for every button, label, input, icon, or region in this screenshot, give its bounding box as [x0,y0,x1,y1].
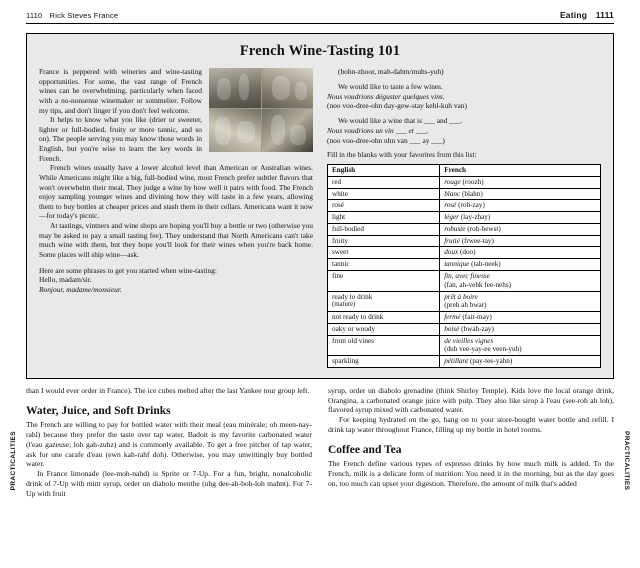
table-body [328,176,601,367]
cell-french [440,235,601,247]
cell-english-text: full-bodied [332,224,364,233]
cell-french [440,312,601,324]
table-row [328,259,601,271]
cell-french-pron: (fair-may) [462,313,492,322]
fill-in-note: Fill in the blanks with your favorites from this list: [327,150,477,160]
cell-french-word: doux [444,248,459,257]
cell-english [328,312,440,324]
cell-french-pron: (roh-zay) [458,201,485,210]
book-title: Rick Steves France [49,11,119,20]
cell-french [440,259,601,271]
cell-french-pron: (blahn) [461,189,483,198]
sidebar-paragraph-2: It helps to know what you like (drier or sweeter, lighter or full-bodied, fruity or more tannic, and so on). The people serving you may know those words in English, but you're wise to learn the key words in French. [39,115,202,163]
cell-french-word: tannique [444,260,470,269]
table-row [328,235,601,247]
cell-french-pron: (preh ah bwar) [444,301,487,310]
cell-english-text: fine [332,272,344,281]
table-row [328,323,601,335]
sidebar-tab-left: PRACTICALITIES [10,430,17,490]
body-paragraph-5: The French define various types of espresso drinks by how much milk is added. To the French, milk is a delicate form of nutrition: You need it in the morning, but as the day goes on, too much can upset your digestion. Therefore, the amount of milk that's added [328,459,614,488]
body-paragraph-2: In France limonade (lee-moh-nahd) is Sprite or 7-Up. For a fun, bright, nonalcoholic drink of 7-Up with mint syrup, order un diabolo menthe (uhg dee-ah-boh-loh mahnt). For 7-Up with fruit [26,469,312,498]
cell-english-text: fruity [332,236,348,245]
cell-english [328,212,440,224]
cell-french [440,188,601,200]
cell-english-text: white [332,189,348,198]
table-row [328,223,601,235]
cell-french-pron: (bwah-zay) [461,324,494,333]
photo-2 [262,68,313,108]
cell-english [328,235,440,247]
cell-english-text: light [332,213,346,222]
cell-french-pron: (lay-zhay) [460,213,491,222]
cell-french-pron: (roozh) [462,177,484,186]
table-header-row [328,164,601,176]
cell-french [440,200,601,212]
cell-french [440,323,601,335]
wine-vocabulary-table [327,164,601,368]
table-row [328,176,601,188]
sidebar-paragraph-3: French wines usually have a lower alcohol level than American or Australian wines. While Americans might like a big, full-bodied wine, most French prefer subtler flavors that won't overwhelm their meal. They judge a wine by how well it pairs with food. The French enjoy sampling younger wines and divining how they will taste in a few years, allowing them to buy bottles at cheaper prices and stash them in their cellars. Americans want it now—for today's picnic. [39,163,313,221]
sidebar-left-column [39,67,313,368]
cell-french-pron: (fan, ah-vehk fee-nehs) [444,280,512,289]
cell-english [328,259,440,271]
cell-french-pron: (doo) [459,248,476,257]
sidebar-box [26,33,614,379]
cell-french-pron: (tah-neek) [471,260,501,269]
cell-english [328,323,440,335]
pronunciation-block [327,67,601,145]
cell-french [440,291,601,312]
cell-french-word: boisé [444,324,460,333]
wine-tasting-photo-collage [209,68,313,152]
cell-french [440,247,601,259]
table-row [328,356,601,368]
cell-english-text: sparkling [332,357,359,366]
sidebar-phrase-french: Bonjour, madame/monsieur. [39,284,122,294]
table-row [328,188,601,200]
phrase-2-french: Nous voudrions un vin ___ et ___. [327,125,429,135]
sidebar-right-column [327,67,601,368]
phrase-1-french: Nous voudrions déguster quelques vins. [327,91,445,101]
cell-english-text: not ready to drink [332,313,384,322]
cell-french-word: prêt à boire [444,292,478,301]
sidebar-columns [39,67,601,368]
sidebar-title: French Wine-Tasting 101 [239,43,401,59]
sidebar-phrase-english: Hello, madam/sir. [39,275,92,285]
cell-french-word: blanc [444,189,461,198]
phrase-2-pron: (noo voo-dree-ohn uhn van ___ ay ___) [327,135,445,145]
cell-english [328,176,440,188]
cell-french-word: fin, avec finesse [444,272,490,281]
cell-english [328,188,440,200]
body-paragraph-1: The French are willing to pay for bottled water with their meal (eau minérale; oh meen-nay-rahl) because they prefer the taste over tap water. Badoit is my favorite carbonated water (l'eau gazeuse; loh gah-zuhz) and is commonly available. To get a free pitcher of tap water, ask for une carafe d'eau (ewn kah-rahf doh). Otherwise, you may unwittingly buy bottled water. [26,420,312,469]
photo-3 [209,109,261,152]
cell-english [328,291,440,312]
cell-french-pron: (frwee-tay) [461,236,494,245]
table-row [328,212,601,224]
cell-french-word: rouge [444,177,461,186]
body-paragraph-4: For keeping hydrated on the go, hang on to your store-bought water bottle and refill. I drink tap water throughout France, filling up my bottle in hotel rooms. [328,415,614,434]
cell-english-text: tannic [332,260,350,269]
cell-french-word: pétillant [444,357,469,366]
cell-french-word: rosé [444,201,457,210]
phrase-block-2 [327,116,601,145]
cell-french-pron: (pay-tee-yahn) [469,357,513,366]
phrase-2-english: We would like a wine that is ___ and ___. [338,116,463,126]
cell-english-subtext: (mature) [332,301,356,309]
table-row [328,312,601,324]
table-header-french: French [440,164,601,176]
table-header-english: English [328,164,440,176]
cell-french [440,212,601,224]
phrase-1-english: We would like to taste a few wines. [338,81,443,91]
photo-4 [262,109,313,152]
sidebar-tab-right: PRACTICALITIES [623,430,630,490]
cell-french-word: de vieilles vignes [444,336,494,345]
cell-french-word: fruité [444,236,460,245]
cell-french [440,356,601,368]
cell-french [440,223,601,235]
sidebar-paragraph-4: At tastings, vintners and wine shops are hoping you'll buy a bottle or two (otherwise you may be asked to pay a small tasting fee). They understand that North Americans can't take much wine with them, but they hope you'll look for their wines when you're back home. Some places will ship wine—ask. [39,221,313,259]
phrase-1-pron: (noo voo-dree-ohn day-gew-stay kehl-kuh van) [327,101,467,111]
cell-french [440,176,601,188]
table-row [328,335,601,356]
main-body [26,386,614,498]
body-right-column [328,386,614,498]
folio-left: 1110 [26,11,43,20]
cell-french-pron: (duh vee-yay-ee veen-yuh) [444,345,522,354]
cell-english [328,335,440,356]
continued-paragraph: than I would ever order in France). The ice cubes melted after the last Yankee tour group left. [26,386,310,396]
running-head-left [26,11,118,20]
sidebar-paragraph-1: France is peppered with wineries and wine-tasting opportunities. For some, the vast range of French wines can be overwhelming, particularly when faced with a no-nonsense winemaker or sommelier. Follow my tips, and don't linger if you don't feel welcome. [39,67,202,115]
sidebar-phrase-intro: Here are some phrases to get you started when wine-tasting: [39,265,217,275]
cell-english-text: ready to drink [332,292,373,301]
table-row [328,200,601,212]
running-head-right [560,10,614,20]
cell-french [440,271,601,292]
cell-french-pron: (roh-bewst) [467,224,501,233]
cell-english-text: rosé [332,201,344,210]
cell-english [328,247,440,259]
phrase-block-1 [327,82,601,111]
heading-coffee-and-tea: Coffee and Tea [328,443,402,456]
cell-english-text: sweet [332,248,349,257]
cell-french-word: robuste [444,224,466,233]
body-paragraph-3: syrup, order un diabolo grenadine (think Shirley Temple). Kids love the local orange drink, Orangina, a carbonated orange juice with pulp. They also like sirop à l'eau (see-roh ah loh), flavored syrup mixed with carbonated water. [328,386,614,415]
cell-english-text: from old vines [332,336,374,345]
cell-english-text: red [332,177,342,186]
folio-right: 1111 [595,10,614,20]
body-left-column [26,386,312,498]
cell-french [440,335,601,356]
section-title: Eating [559,10,588,20]
photo-1 [209,68,261,108]
cell-english [328,200,440,212]
cell-english-text: oaky or woody [332,324,376,333]
cell-english [328,223,440,235]
table-row [328,247,601,259]
cell-english [328,271,440,292]
heading-water-juice-soft-drinks: Water, Juice, and Soft Drinks [26,404,171,417]
table-row [328,291,601,312]
cell-french-word: fermé [444,313,461,322]
cell-english [328,356,440,368]
table-row [328,271,601,292]
pronunciation-0: (bohn-zhoor, mah-dahm/muhs-yuh) [338,67,444,76]
cell-french-word: léger [444,213,459,222]
running-head [26,10,614,24]
